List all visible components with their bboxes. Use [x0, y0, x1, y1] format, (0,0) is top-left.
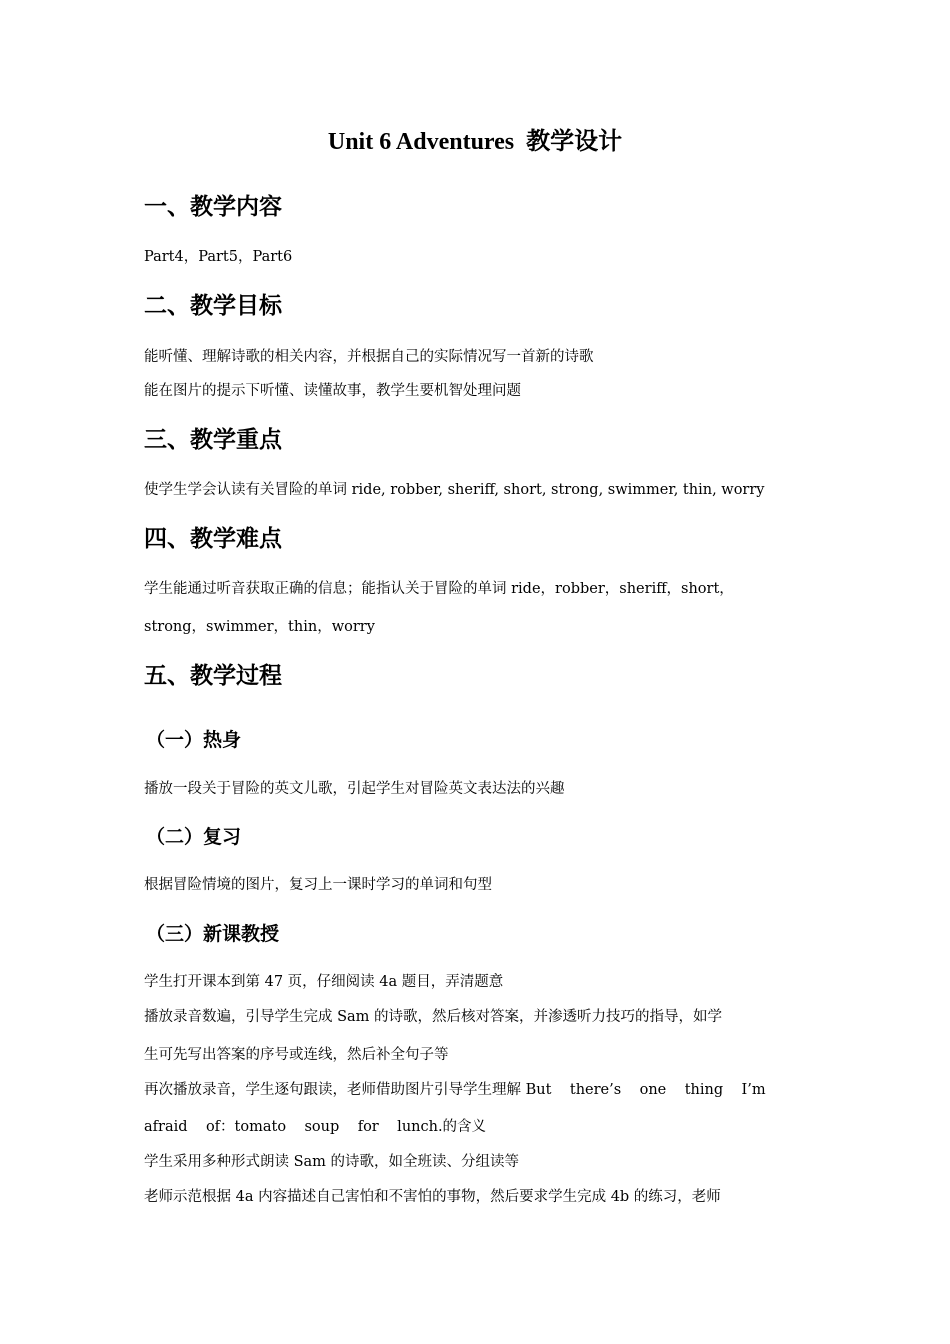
subsection-heading-new-lesson: （三）新课教授 [146, 923, 280, 945]
section-text: 学生能通过听音获取正确的信息；能指认关于冒险的单词 ride，robber，sheriff，short， [144, 581, 734, 597]
subsection-heading-warmup: （一）热身 [146, 729, 242, 751]
subsection-text: 学生打开课本到第 47 页，仔细阅读 4a 题目，弄清题意 [144, 974, 504, 990]
section-text: 使学生学会认读有关冒险的单词 ride, robber, sheriff, short, strong, swimmer, thin, worry [144, 482, 765, 498]
subsection-heading-review: （二）复习 [146, 826, 242, 848]
section-text: Part4，Part5，Part6 [144, 249, 293, 265]
subsection-text: 学生采用多种形式朗读 Sam 的诗歌，如全班读、分组读等 [144, 1154, 520, 1170]
section-heading-process: 五、教学过程 [144, 662, 282, 689]
section-text: strong，swimmer，thin，worry [144, 619, 375, 635]
subsection-text: 根据冒险情境的图片，复习上一课时学习的单词和句型 [144, 877, 492, 893]
section-text: 能听懂、理解诗歌的相关内容，并根据自己的实际情况写一首新的诗歌 [144, 349, 594, 365]
subsection-text: 再次播放录音，学生逐句跟读，老师借助图片引导学生理解 But there’s one thing I’m [144, 1082, 766, 1098]
subsection-text: afraid of：tomato soup for lunch.的含义 [144, 1119, 487, 1135]
subsection-text: 播放一段关于冒险的英文儿歌，引起学生对冒险英文表达法的兴趣 [144, 781, 565, 797]
section-heading-difficulties: 四、教学难点 [144, 525, 282, 552]
subsection-text: 播放录音数遍，引导学生完成 Sam 的诗歌，然后核对答案，并渗透听力技巧的指导，如学 [144, 1009, 723, 1025]
section-heading-objectives: 二、教学目标 [144, 292, 282, 319]
subsection-text: 老师示范根据 4a 内容描述自己害怕和不害怕的事物，然后要求学生完成 4b 的练习，老师 [144, 1189, 721, 1205]
section-heading-content: 一、教学内容 [144, 193, 282, 220]
section-text: 能在图片的提示下听懂、读懂故事，教学生要机智处理问题 [144, 383, 521, 399]
section-heading-key-points: 三、教学重点 [144, 426, 282, 453]
subsection-text: 生可先写出答案的序号或连线，然后补全句子等 [144, 1047, 449, 1063]
page-title: Unit 6 Adventures 教学设计 [327, 129, 623, 155]
